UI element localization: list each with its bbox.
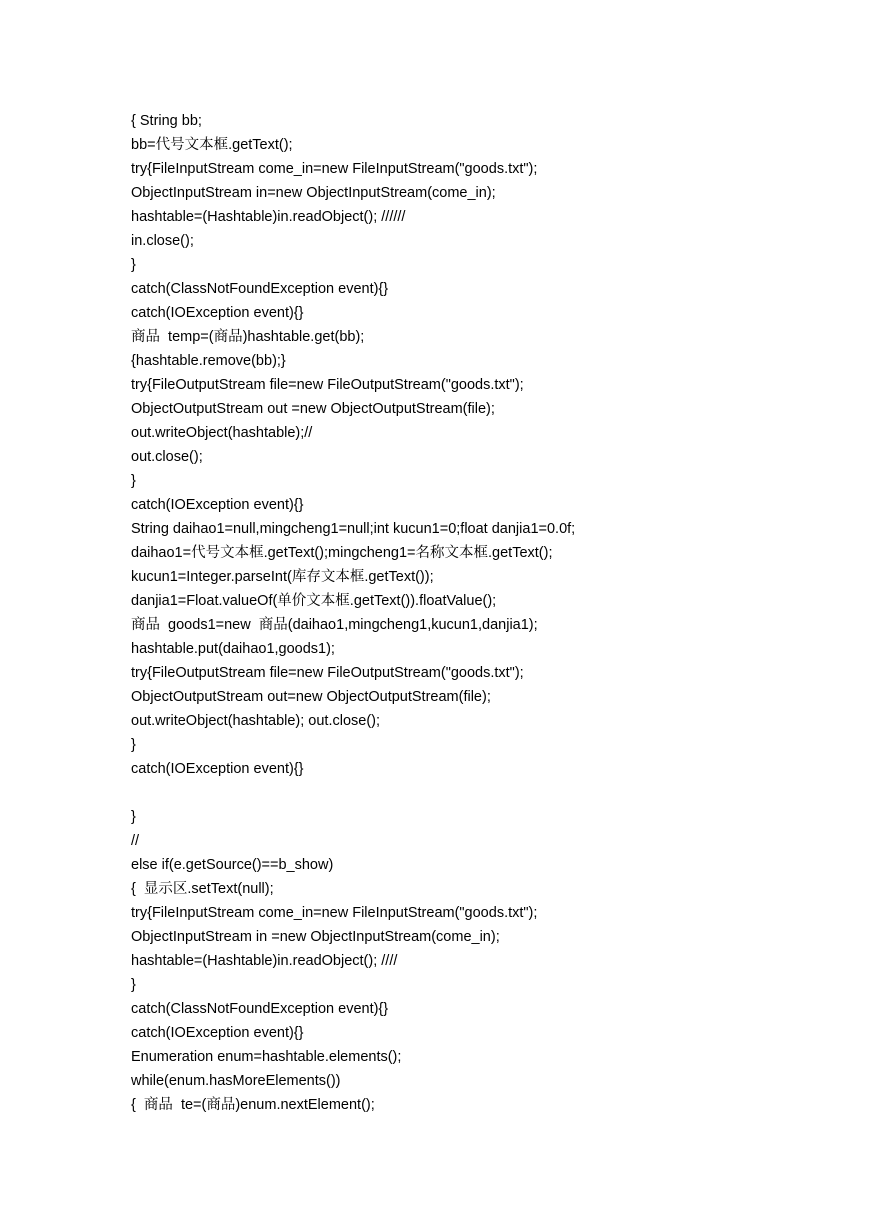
code-line: while(enum.hasMoreElements()) xyxy=(131,1073,341,1089)
code-line: try{FileOutputStream file=new FileOutputStream("goods.txt"); xyxy=(131,665,524,681)
code-line: } xyxy=(131,809,136,825)
code-line: catch(IOException event){} xyxy=(131,497,304,513)
code-line: } xyxy=(131,473,136,489)
code-line: out.writeObject(hashtable); out.close(); xyxy=(131,713,381,729)
code-line: ObjectInputStream in=new ObjectInputStream(come_in); xyxy=(131,185,496,201)
code-line: ObjectOutputStream out=new ObjectOutputStream(file); xyxy=(131,689,491,705)
code-line: catch(ClassNotFoundException event){} xyxy=(131,281,389,297)
code-line: try{FileInputStream come_in=new FileInputStream("goods.txt"); xyxy=(131,161,538,177)
code-line: Enumeration enum=hashtable.elements(); xyxy=(131,1049,402,1065)
code-line: { 显示区.setText(null); xyxy=(131,881,274,897)
code-line: try{FileInputStream come_in=new FileInputStream("goods.txt"); xyxy=(131,905,538,921)
code-line: hashtable=(Hashtable)in.readObject(); ////// xyxy=(131,209,406,225)
code-line: kucun1=Integer.parseInt(库存文本框.getText()); xyxy=(131,569,434,585)
code-line: out.writeObject(hashtable);// xyxy=(131,425,313,441)
code-line: out.close(); xyxy=(131,449,203,465)
code-line: hashtable=(Hashtable)in.readObject(); //// xyxy=(131,953,398,969)
code-line: // xyxy=(131,833,140,849)
code-line: catch(IOException event){} xyxy=(131,1025,304,1041)
code-line: ObjectOutputStream out =new ObjectOutputStream(file); xyxy=(131,401,495,417)
code-line: catch(IOException event){} xyxy=(131,761,304,777)
code-line: in.close(); xyxy=(131,233,194,249)
code-line: bb=代号文本框.getText(); xyxy=(131,137,293,153)
code-line: } xyxy=(131,737,136,753)
code-listing xyxy=(131,109,831,1117)
code-line: 商品 temp=(商品)hashtable.get(bb); xyxy=(131,329,365,345)
code-line: } xyxy=(131,977,136,993)
code-line xyxy=(131,781,831,805)
code-line: hashtable.put(daihao1,goods1); xyxy=(131,641,335,657)
code-line: {hashtable.remove(bb);} xyxy=(131,353,286,369)
code-line: daihao1=代号文本框.getText();mingcheng1=名称文本框.getText(); xyxy=(131,545,553,561)
code-line: String daihao1=null,mingcheng1=null;int kucun1=0;float danjia1=0.0f; xyxy=(131,521,576,537)
code-line: try{FileOutputStream file=new FileOutputStream("goods.txt"); xyxy=(131,377,524,393)
code-line: } xyxy=(131,257,136,273)
code-line: { String bb; xyxy=(131,113,202,129)
code-line: else if(e.getSource()==b_show) xyxy=(131,857,334,873)
code-line: ObjectInputStream in =new ObjectInputStream(come_in); xyxy=(131,929,500,945)
code-line: catch(IOException event){} xyxy=(131,305,304,321)
code-line: { 商品 te=(商品)enum.nextElement(); xyxy=(131,1097,375,1113)
code-line: catch(ClassNotFoundException event){} xyxy=(131,1001,389,1017)
code-line: danjia1=Float.valueOf(单价文本框.getText()).floatValue(); xyxy=(131,593,497,609)
code-line: 商品 goods1=new 商品(daihao1,mingcheng1,kucun1,danjia1); xyxy=(131,617,538,633)
